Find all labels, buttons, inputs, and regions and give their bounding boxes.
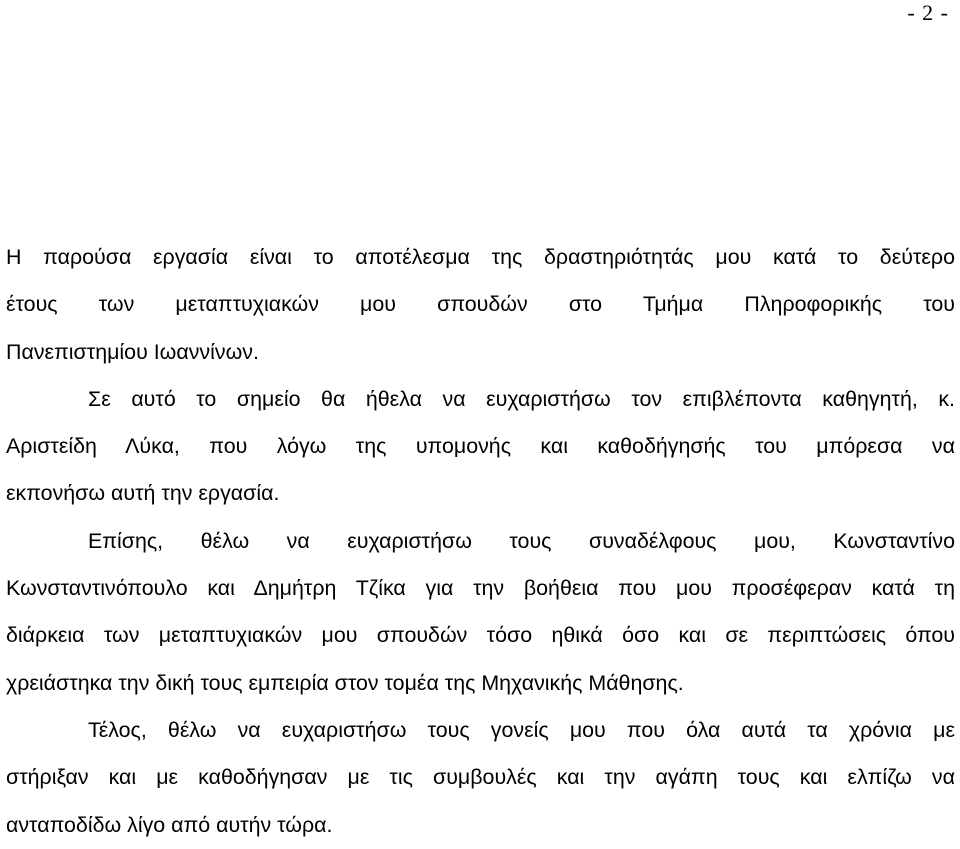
text-line: Η παρούσα εργασία είναι το αποτέλεσμα της δραστηριότητάς μου κατά το δεύτερο (6, 245, 955, 269)
text-line: Πανεπιστημίου Ιωαννίνων. (6, 339, 259, 364)
text-line: Σε αυτό το σημείο θα ήθελα να ευχαριστήσω τον επιβλέποντα καθηγητή, κ. (88, 386, 955, 411)
paragraph (6, 518, 955, 707)
paragraph (6, 234, 955, 376)
text-line: χρειάστηκα την δική τους εμπειρία στον τομέα της Μηχανικής Μάθησης. (6, 670, 684, 695)
text-line: Κωνσταντινόπουλο και Δημήτρη Τζίκα για την βοήθεια που μου προσέφεραν κατά τη (6, 576, 955, 601)
text-line: Επίσης, θέλω να ευχαριστήσω τους συναδέλφους μου, Κωνσταντίνο (88, 528, 955, 553)
text-line: Τέλος, θέλω να ευχαριστήσω τους γονείς μου που όλα αυτά τα χρόνια με (88, 717, 955, 742)
text-line: εκπονήσω αυτή την εργασία. (6, 481, 280, 506)
text-line: Αριστείδη Λύκα, που λόγω της υπομονής και καθοδήγησής του μπόρεσα να (6, 434, 955, 459)
text-line: στήριξαν και με καθοδήγησαν με τις συμβουλές και την αγάπη τους και ελπίζω να (6, 765, 955, 790)
text-line: έτους των μεταπτυχιακών μου σπουδών στο Τμήμα Πληροφορικής του (6, 292, 955, 317)
page-number: - 2 - (907, 0, 949, 25)
paragraph (6, 376, 955, 518)
acknowledgements-text (6, 234, 955, 849)
text-line: ανταποδίδω λίγο από αυτήν τώρα. (6, 812, 333, 837)
text-line: διάρκεια των μεταπτυχιακών μου σπουδών τόσο ηθικά όσο και σε περιπτώσεις όπου (6, 623, 955, 648)
paragraph (6, 707, 955, 849)
